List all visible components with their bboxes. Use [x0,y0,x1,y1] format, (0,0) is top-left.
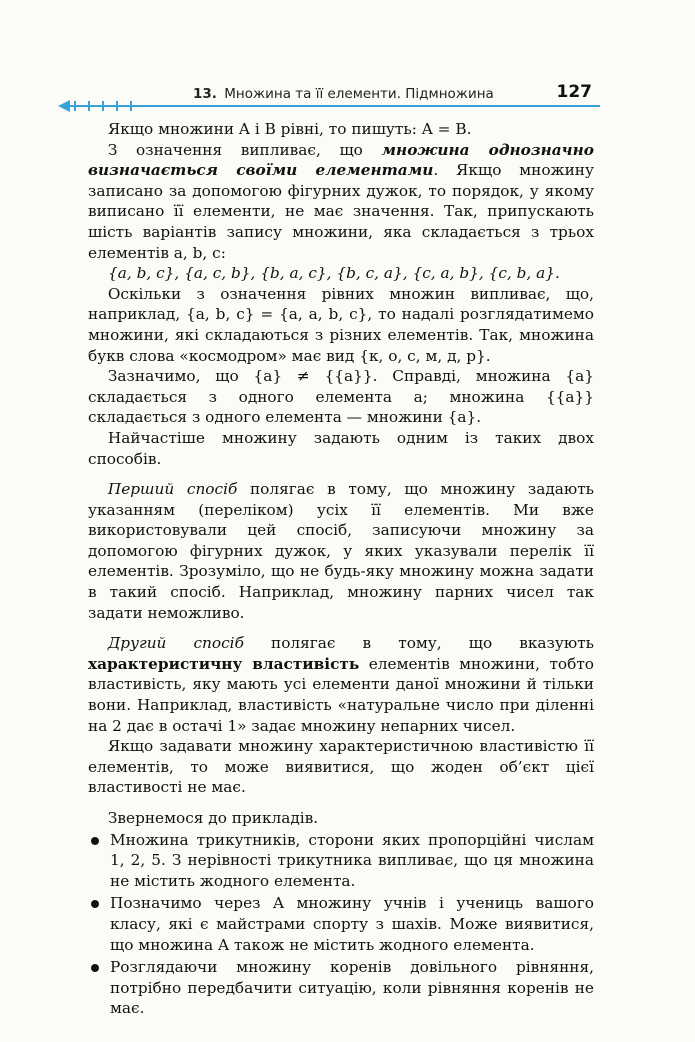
header-tick [116,101,118,111]
list-item: Розглядаючи множину коренів довільного рівняння, потрібно передбачити ситуацію, коли рівняння коренів не має. [88,957,594,1019]
page-header [60,78,600,118]
header-tick [130,101,132,111]
list-item: Позначимо через A множину учнів і учениць вашого класу, які є майстрами спорту з шахів. Може виявитися, що множина A також не містить жодного елемента. [88,893,594,955]
text-run: елементів множини, тобто властивість, яку мають усі елементи даної множини й тільки вони. Наприклад, властивість «натуральне число при діленні на 2 дає в остачі 1» задає множину непарних чисел. [88,654,594,735]
header-tick [74,101,76,111]
header-tick [88,101,90,111]
section-title: Множина та її елементи. Підмножина [224,86,494,102]
emphasis-text: Другий спосіб [107,634,244,653]
paragraph-definition [88,140,594,264]
main-text [88,119,594,1021]
paragraph-distinct-elements: Оскільки з означення рівних множин випливає, що, наприклад, {a, b, c} = {a, a, b, c}, то надалі розглядатимемо множини, які складаються з різних елементів. Так, множина букв слова «космодром» має вид {к, о, с, м, д, р}. [88,284,594,365]
bold-term: характеристичну властивість [88,654,360,673]
paragraph-two-ways: Найчастіше множину задають одним із таких двох способів. [88,428,594,468]
list-item: Множина трикутників, сторони яких пропорційні числам 1, 2, 5. З нерівності трикутника випливає, що ця множина не містить жодного елемента. [88,830,594,892]
text-run: полягає в тому, що множину задають указанням (переліком) усіх її елементів. Ми вже використовували цей спосіб, записуючи множину за допомогою фігурних дужок, у яких указували перелік її елементів. Зрозуміло, що не будь-яку множину можна задати в такий спосіб. Наприклад, множину парних чисел так задати неможливо. [88,480,594,622]
section-number: 13. [193,86,217,102]
text-run: З означення випливає, що [107,140,382,159]
paragraph-empty-property: Якщо задавати множину характеристичною властивістю її елементів, то може виявитися, що жоден об’єкт цієї властивості не має. [88,737,594,797]
paragraph-first-way [88,479,594,623]
emphasis-text: Перший спосіб [107,480,238,499]
header-rule [60,105,600,107]
emphasis-text: множина однозначно визначається своїми елементами [88,140,594,180]
paragraph-second-way [88,633,594,736]
page-number: 127 [556,82,592,102]
section-heading [193,86,494,102]
examples-list [88,830,594,1019]
paragraph-equality: Якщо множини A і B рівні, то пишуть: A = B. [107,120,472,138]
text-run: . Якщо множину записано за допомогою фігурних дужок, то порядок, у якому виписано її елементи, не має значення. Так, припускають шість варіантів запису множини, яка складається з трьох елементів a, b, c: [88,161,594,262]
set-permutations: {a, b, c}, {a, c, b}, {b, a, c}, {b, c, a}, {c, a, b}, {c, b, a}. [108,264,560,283]
paragraph-note: Зазначимо, що {a} ≠ {{a}}. Справді, множина {a} складається з одного елемента a; множина {{a}} складається з одного елемента — множини {a}. [88,367,594,427]
text-run: полягає в тому, що вказують [243,634,594,653]
header-tick [102,101,104,111]
header-arrow-icon [58,100,70,112]
paragraph-examples-intro: Звернемося до прикладів. [107,809,319,827]
